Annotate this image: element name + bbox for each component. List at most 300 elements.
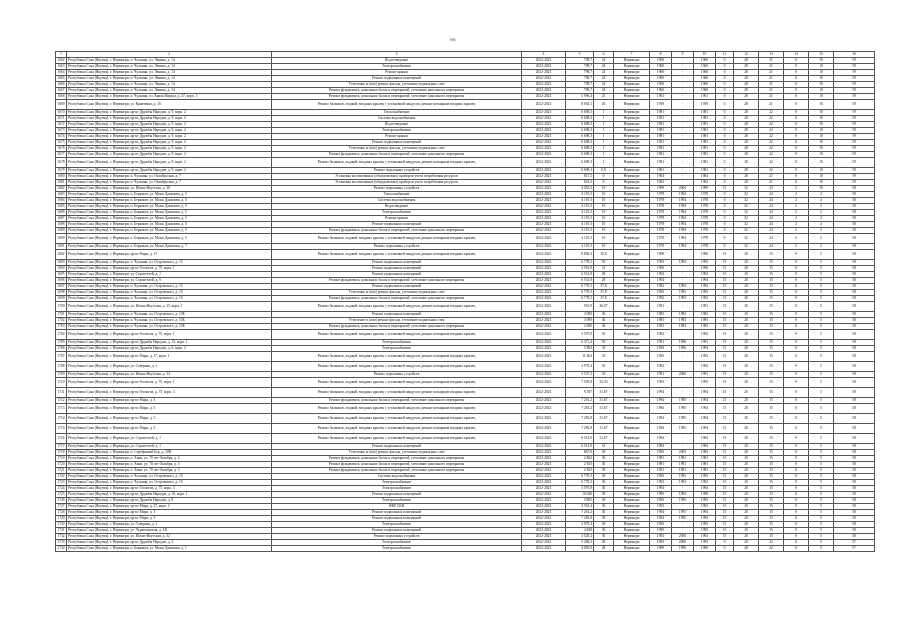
table-cell: 4 501,4	[566, 504, 594, 510]
table-cell: 2 835	[566, 462, 594, 468]
table-cell: 6 514,9	[566, 434, 594, 444]
column-number-cell: 11	[716, 52, 734, 58]
table-cell: 15	[716, 498, 734, 504]
table-cell: Республика Саха (Якутия), г. Нерюнгри, пр-кт Дружбы Народов, д. 3	[67, 540, 272, 546]
table-cell: 36	[594, 318, 614, 324]
table-cell: 1696	[57, 278, 65, 283]
table-cell: -	[672, 522, 694, 528]
table-cell: 0	[784, 94, 809, 100]
table-cell: 58	[834, 498, 875, 504]
table-cell: 20	[734, 404, 759, 414]
table-cell: 1992	[694, 284, 716, 290]
table-cell: 15	[759, 462, 784, 468]
table-cell: Республика Саха (Якутия), г. Нерюнгри, п. Чульман, ул. Ленина, д. 14	[67, 58, 272, 64]
table-cell: 2022-2023	[522, 140, 566, 146]
table-cell: 21	[759, 100, 784, 110]
table-cell: 3 591,8	[566, 266, 594, 272]
table-cell: -	[672, 70, 694, 76]
table-cell: Республика Саха (Якутия), г. Нерюнгри, ул. Строителей, д. 1	[67, 272, 272, 278]
table-cell: 2	[784, 204, 809, 210]
table-cell: 2022-2023	[522, 174, 566, 180]
table-cell: 15	[759, 424, 784, 434]
table-cell: 5	[809, 510, 834, 516]
table-cell: 2	[809, 198, 834, 204]
table-cell: 58	[834, 234, 875, 244]
table-cell: 10	[809, 140, 834, 146]
table-cell: 15	[716, 346, 734, 352]
table-cell: 0	[784, 168, 809, 174]
table-cell: 0	[784, 340, 809, 346]
table-cell: 0	[784, 266, 809, 272]
table-cell: 901,9	[566, 302, 594, 312]
table-cell: 21	[759, 174, 784, 180]
table-cell: 15	[759, 266, 784, 272]
table-cell: 2022-2023	[522, 398, 566, 404]
table-cell: 15	[759, 330, 784, 340]
table-cell: Республика Саха (Якутия), г. Нерюнгри, п. Беркакит, ул. Мохы Данилова, д. 5	[67, 234, 272, 244]
table-cell: 57	[834, 546, 875, 552]
table-cell: 1990	[694, 492, 716, 498]
table-cell: Нерюнгри	[614, 152, 650, 158]
table-cell: 59	[834, 174, 875, 180]
table-cell: Утепление и (или) ремонт фасада, утепление подвальных стен	[272, 318, 522, 324]
table-cell: 21	[759, 88, 784, 94]
table-cell: 5	[809, 504, 834, 510]
table-cell: 1994	[694, 424, 716, 434]
table-cell: Электроснабжение	[272, 480, 522, 486]
table-cell: 2	[784, 186, 809, 192]
table-cell: 3 529,2	[566, 534, 594, 540]
table-cell: 20	[734, 516, 759, 522]
table-cell: 2022-2023	[522, 284, 566, 290]
table-cell: 10	[809, 134, 834, 140]
table-cell: 5	[809, 352, 834, 362]
table-cell: 10	[594, 216, 614, 222]
table-cell: 1725	[57, 492, 65, 497]
table-cell: 59	[834, 140, 875, 146]
table-cell: Республика Саха (Якутия), г. Нерюнгри, пр-кт Мира, д. 5	[67, 414, 272, 424]
table-cell: 0	[784, 302, 809, 312]
table-cell: 2022-2023	[522, 228, 566, 234]
table-cell: 15	[759, 372, 784, 378]
table-cell: 0	[784, 414, 809, 424]
table-cell: 2022-2023	[522, 82, 566, 88]
table-cell: 867,9	[566, 450, 594, 456]
table-cell: 58	[834, 522, 875, 528]
table-cell: Ремонт подъемных устройств	[272, 168, 522, 174]
table-cell: 1716	[56, 434, 67, 444]
table-cell: 2022-2023	[522, 504, 566, 510]
table-cell: 5	[809, 474, 834, 480]
table-row	[56, 546, 875, 552]
table-cell: 10	[809, 94, 834, 100]
table-cell: 58	[834, 266, 875, 272]
table-cell: 59	[834, 152, 875, 158]
table-cell: 2022-2023	[522, 540, 566, 546]
table-cell: 2022-2023	[522, 88, 566, 94]
table-cell: Нерюнгри	[614, 140, 650, 146]
table-cell: 1994	[694, 404, 716, 414]
table-cell: 0	[784, 174, 809, 180]
table-cell: Республика Саха (Якутия), г. Нерюнгри, п. Чульман, ул. Островского, д. 15	[67, 296, 272, 302]
table-cell: 1718	[57, 450, 65, 455]
table-cell: 1960	[694, 88, 716, 94]
table-cell: 15	[759, 302, 784, 312]
table-cell: 1983	[650, 324, 672, 330]
table-cell: 1960	[650, 64, 672, 70]
table-cell: ФКР СКИ	[272, 504, 522, 510]
table-cell: 6 698,3	[566, 128, 594, 134]
table-cell: 0	[784, 146, 809, 152]
table-cell: 20	[734, 522, 759, 528]
table-cell: 798,7	[566, 88, 594, 94]
table-cell: Нерюнгри	[614, 388, 650, 398]
table-cell: 28	[734, 152, 759, 158]
table-cell: 30	[594, 516, 614, 522]
table-cell: 6 698,3	[566, 168, 594, 174]
table-cell: 28	[734, 82, 759, 88]
table-cell: 1662	[57, 58, 65, 63]
table-cell: 1668	[57, 94, 65, 99]
table-cell: 2022-2023	[522, 76, 566, 82]
table-cell: 15	[759, 250, 784, 260]
table-cell: 6 531,8	[566, 278, 594, 284]
table-cell: 58	[834, 378, 875, 388]
table-cell: 1671	[57, 116, 65, 121]
table-cell: 20	[734, 388, 759, 398]
table-cell: 1692	[56, 250, 67, 260]
table-cell: Республика Саха (Якутия), г. Нерюнгри, пр-кт Дружбы Народов, д. 9, корп. 2	[67, 116, 272, 122]
table-cell: Нерюнгри	[614, 272, 650, 278]
table-cell: 1673	[57, 128, 65, 133]
table-cell: 4 119,3	[566, 192, 594, 198]
table-cell: 0	[716, 58, 734, 64]
table-cell: 20	[734, 318, 759, 324]
table-cell: 1983	[694, 450, 716, 456]
table-cell: 0	[784, 278, 809, 284]
table-cell: 5	[809, 324, 834, 330]
table-cell: Республика Саха (Якутия), г. Нерюнгри, п. Хани, ул. 70 лет Октября, д. 4	[67, 456, 272, 462]
table-cell: -	[672, 64, 694, 70]
table-cell: 1992	[694, 498, 716, 504]
table-cell: 1978	[694, 228, 716, 234]
table-cell: 2	[809, 228, 834, 234]
table-cell: 0	[784, 398, 809, 404]
table-cell: 2022-2023	[522, 168, 566, 174]
table-cell: 2022-2023	[522, 204, 566, 210]
table-cell: 58	[834, 388, 875, 398]
table-cell: Ремонт фундамента, цокольных балок и перекрытий, утепление цокольного перекрытия	[272, 462, 522, 468]
table-cell: Нерюнгри	[614, 480, 650, 486]
table-cell: 0	[716, 88, 734, 94]
table-cell: 15	[759, 388, 784, 398]
table-cell: 1732	[57, 534, 65, 539]
table-cell: -	[672, 94, 694, 100]
table-cell: 10	[594, 222, 614, 228]
table-cell: 37,8	[594, 284, 614, 290]
table-cell: 31,67	[594, 424, 614, 434]
table-cell: 4 093,8	[566, 546, 594, 552]
table-cell: 21	[759, 180, 784, 186]
table-cell: Нерюнгри	[614, 210, 650, 216]
table-cell: Электроснабжение	[272, 346, 522, 352]
table-cell: 2	[809, 222, 834, 228]
table-cell: Электроснабжение	[272, 546, 522, 552]
table-cell: 7 283,8	[566, 516, 594, 522]
table-cell: 2022-2023	[522, 480, 566, 486]
table-cell: 1994	[650, 444, 672, 450]
table-cell: 0	[716, 168, 734, 174]
table-cell: 15	[716, 444, 734, 450]
table-cell: 3 865	[566, 498, 594, 504]
table-cell: 28	[734, 76, 759, 82]
table-cell: Республика Саха (Якутия), г. Нерюнгри, пр-кт Дружбы Народов, д. 9, корп. 2	[67, 134, 272, 140]
column-number-cell: 5	[566, 52, 594, 58]
table-cell: 2022-2023	[522, 462, 566, 468]
table-cell: 15	[759, 318, 784, 324]
table-cell: 15	[716, 492, 734, 498]
table-cell: Ремонт балконов, лоджий, входных крылец с установкой пандусов, ремонт козырьков входных крылец	[272, 158, 522, 168]
table-cell: 58	[834, 414, 875, 424]
table-cell: 1992	[694, 474, 716, 480]
table-cell: Республика Саха (Якутия), г. Нерюнгри, пр-кт Дружбы Народов, д. 9, корп. 2	[67, 110, 272, 116]
table-cell: Ремонт подвальных помещений	[272, 284, 522, 290]
table-cell: 24	[594, 64, 614, 70]
table-cell: 1688	[57, 222, 65, 227]
table-cell: 15	[759, 510, 784, 516]
table-cell: 15	[716, 468, 734, 474]
table-cell: 2022-2023	[522, 250, 566, 260]
table-cell: 20	[734, 492, 759, 498]
table-cell: 1	[594, 146, 614, 152]
table-cell: 1994	[650, 278, 672, 284]
table-cell: 24	[759, 234, 784, 244]
table-cell: Республика Саха (Якутия), г. Нерюнгри, ул. Южно-Якутская, д. 34	[67, 372, 272, 378]
table-cell: 0	[716, 146, 734, 152]
table-cell: 1690	[56, 234, 67, 244]
table-cell: 20	[734, 290, 759, 296]
table-cell: 2022-2023	[522, 340, 566, 346]
table-cell: 28	[734, 540, 759, 546]
table-cell: 15	[759, 378, 784, 388]
table-cell: 5	[809, 456, 834, 462]
table-cell: 4 119,3	[566, 216, 594, 222]
table-cell: Республика Саха (Якутия), г. Нерюнгри, пр-кт Дружбы Народов, д. 16, корп. 1	[67, 492, 272, 498]
table-cell: 1960	[650, 58, 672, 64]
table-cell: Нерюнгри	[614, 174, 650, 180]
table-cell: 1993	[650, 540, 672, 546]
table-cell: 2022-2023	[522, 318, 566, 324]
table-cell: 1689	[57, 228, 65, 233]
table-cell: 30	[594, 462, 614, 468]
table-cell: 10	[594, 210, 614, 216]
table-cell: Республика Саха (Якутия), г. Нерюнгри, пр-кт Дружбы Народов, д. 9, корп. 2	[67, 146, 272, 152]
table-cell: 0	[716, 100, 734, 110]
table-cell: 6 371,4	[566, 340, 594, 346]
table-cell: 15	[716, 404, 734, 414]
table-cell: 32	[734, 228, 759, 234]
table-cell: 58	[834, 312, 875, 318]
table-cell: 1995	[672, 510, 694, 516]
table-cell: 28	[594, 278, 614, 284]
table-cell: 1719	[57, 456, 65, 461]
table-cell: 20	[734, 346, 759, 352]
table-cell: 5	[809, 480, 834, 486]
table-cell: Нерюнгри	[614, 404, 650, 414]
table-cell: 1981	[694, 462, 716, 468]
table-cell: 1992	[650, 330, 672, 340]
table-row	[56, 352, 875, 362]
table-cell: Ремонт фундамента, цокольных балок и перекрытий, утепление цокольного перекрытия	[272, 296, 522, 302]
table-cell: 1981	[694, 152, 716, 158]
table-cell: 32	[734, 210, 759, 216]
table-cell: 10	[809, 168, 834, 174]
table-cell: 1995	[672, 404, 694, 414]
table-cell: 20	[734, 424, 759, 434]
table-cell: 21	[759, 76, 784, 82]
table-cell: 59	[834, 94, 875, 100]
table-cell: 59	[834, 146, 875, 152]
table-cell: 2022-2023	[522, 266, 566, 272]
column-number-cell: 7	[614, 52, 650, 58]
table-cell: Республика Саха (Якутия), г. Нерюнгри, пр-кт Дружбы Народов, д. 8	[67, 498, 272, 504]
table-cell: 1983	[650, 312, 672, 318]
table-cell: Утепление и (или) ремонт фасада, утепление подвальных стен	[272, 146, 522, 152]
table-cell: 5	[809, 260, 834, 266]
table-cell: 0	[784, 450, 809, 456]
table-cell: 2022-2023	[522, 486, 566, 492]
table-cell: -	[672, 180, 694, 186]
table-cell: 5	[809, 340, 834, 346]
table-cell: Нерюнгри	[614, 70, 650, 76]
table-cell: 1981	[694, 168, 716, 174]
table-cell: 59	[834, 76, 875, 82]
table-cell: 22	[759, 152, 784, 158]
table-cell: Республика Саха (Якутия), г. Нерюнгри, п. Чульман, ул. Ленина, д. 14	[67, 76, 272, 82]
table-cell: 1991	[650, 302, 672, 312]
table-cell: Нерюнгри	[614, 186, 650, 192]
table-cell: 15	[716, 474, 734, 480]
table-cell: Установка коллективных (общедомовых) приборов учета потребления ресурсов	[272, 174, 522, 180]
table-cell: Теплоснабжение	[272, 192, 522, 198]
table-cell: 35	[594, 340, 614, 346]
table-row	[56, 404, 875, 414]
table-cell: 5 458,3	[566, 540, 594, 546]
table-cell: Ремонт балконов, лоджий, входных крылец с установкой пандусов, ремонт козырьков входных крылец	[272, 330, 522, 340]
table-cell: 15	[716, 302, 734, 312]
table-cell: 1672	[57, 122, 65, 127]
table-cell: 31,67	[594, 414, 614, 424]
table-cell: 15	[759, 312, 784, 318]
table-cell: Нерюнгри	[614, 234, 650, 244]
table-cell: 20	[734, 340, 759, 346]
table-cell: Республика Саха (Якутия), г. Нерюнгри, п. Чульман, ул. Ленина, д. 14	[67, 64, 272, 70]
table-cell: 5	[809, 492, 834, 498]
table-cell: Республика Саха (Якутия), г. Нерюнгри, п. Хани, ул. 70 лет Октября, д. 5	[67, 462, 272, 468]
table-cell: 1996	[650, 266, 672, 272]
table-cell: Ремонт фундамента, цокольных балок и перекрытий, утепление цокольного перекрытия	[272, 278, 522, 284]
table-cell: 2022-2023	[522, 498, 566, 504]
table-cell: Республика Саха (Якутия), г. Нерюнгри, п. Беркакит, ул. Мохы Данилова, д. 5	[67, 210, 272, 216]
table-cell: 1709	[57, 372, 65, 377]
table-cell: 10	[809, 64, 834, 70]
table-cell: Нерюнгри	[614, 462, 650, 468]
table-cell: 0	[716, 76, 734, 82]
table-cell: 1990	[672, 546, 694, 552]
table-cell: 58	[834, 352, 875, 362]
table-cell: 1714	[56, 414, 67, 424]
table-cell: 6 514,9	[566, 444, 594, 450]
table-cell: -	[672, 128, 694, 134]
table-cell: Республика Саха (Якутия), г. Нерюнгри, ул. Северная, д. 1	[67, 362, 272, 372]
table-cell: 15	[759, 450, 784, 456]
table-cell: 15	[716, 340, 734, 346]
table-cell: 59	[834, 58, 875, 64]
table-cell: 10	[594, 228, 614, 234]
table-cell: -	[672, 388, 694, 398]
table-cell: 1994	[672, 192, 694, 198]
table-cell: 21	[759, 82, 784, 88]
table-cell: 0	[784, 462, 809, 468]
table-cell: Нерюнгри	[614, 228, 650, 234]
table-cell: 1729	[57, 516, 65, 521]
table-cell: 0	[716, 134, 734, 140]
table-cell: 1684	[57, 198, 65, 203]
table-cell: Электроснабжение	[272, 128, 522, 134]
table-cell: Ремонт подвальных помещений	[272, 312, 522, 318]
table-cell: 5	[809, 272, 834, 278]
table-cell: 2022-2023	[522, 372, 566, 378]
table-cell: 1691	[57, 244, 65, 249]
table-cell: Утепление и (или) ремонт фасада, утепление подвальных стен	[272, 450, 522, 456]
table-cell: 2022-2023	[522, 296, 566, 302]
table-cell: 5	[809, 444, 834, 450]
table-cell: 1964	[650, 174, 672, 180]
table-cell: 0	[784, 134, 809, 140]
table-cell: 0	[784, 318, 809, 324]
table-row	[56, 250, 875, 260]
table-cell: 58	[834, 272, 875, 278]
table-cell: 20	[734, 456, 759, 462]
table-cell: 0	[784, 158, 809, 168]
table-cell: 2022-2023	[522, 122, 566, 128]
table-cell: 6 698,3	[566, 134, 594, 140]
table-cell: 33,33	[594, 378, 614, 388]
table-cell: 2	[784, 234, 809, 244]
table-cell: 1960	[694, 58, 716, 64]
table-cell: Ремонт подвальных помещений	[272, 492, 522, 498]
table-cell: 25	[594, 94, 614, 100]
table-cell: 20	[734, 312, 759, 318]
table-cell: Нерюнгри	[614, 498, 650, 504]
table-cell: 3 537,2	[566, 372, 594, 378]
table-cell: 59	[834, 122, 875, 128]
table-cell: 20	[734, 398, 759, 404]
table-cell: 1981	[650, 140, 672, 146]
table-cell: 28	[734, 140, 759, 146]
table-cell: 1681	[57, 180, 65, 185]
table-cell: 1959	[694, 100, 716, 110]
table-cell: 20	[734, 284, 759, 290]
table-cell: 1992	[694, 296, 716, 302]
table-cell: 0	[784, 468, 809, 474]
table-cell: 58	[834, 480, 875, 486]
table-cell: Ремонт фундамента, цокольных балок и перекрытий, утепление цокольного перекрытия	[272, 228, 522, 234]
table-cell: 0	[784, 64, 809, 70]
table-cell: Республика Саха (Якутия), г. Нерюнгри, п. Беркакит, ул. Мохы Данилова, д. 5	[67, 216, 272, 222]
table-cell: 28	[734, 134, 759, 140]
table-cell: Республика Саха (Якутия), г. Нерюнгри, пр-кт Дружбы Народов, д. 6, корп. 2	[67, 346, 272, 352]
